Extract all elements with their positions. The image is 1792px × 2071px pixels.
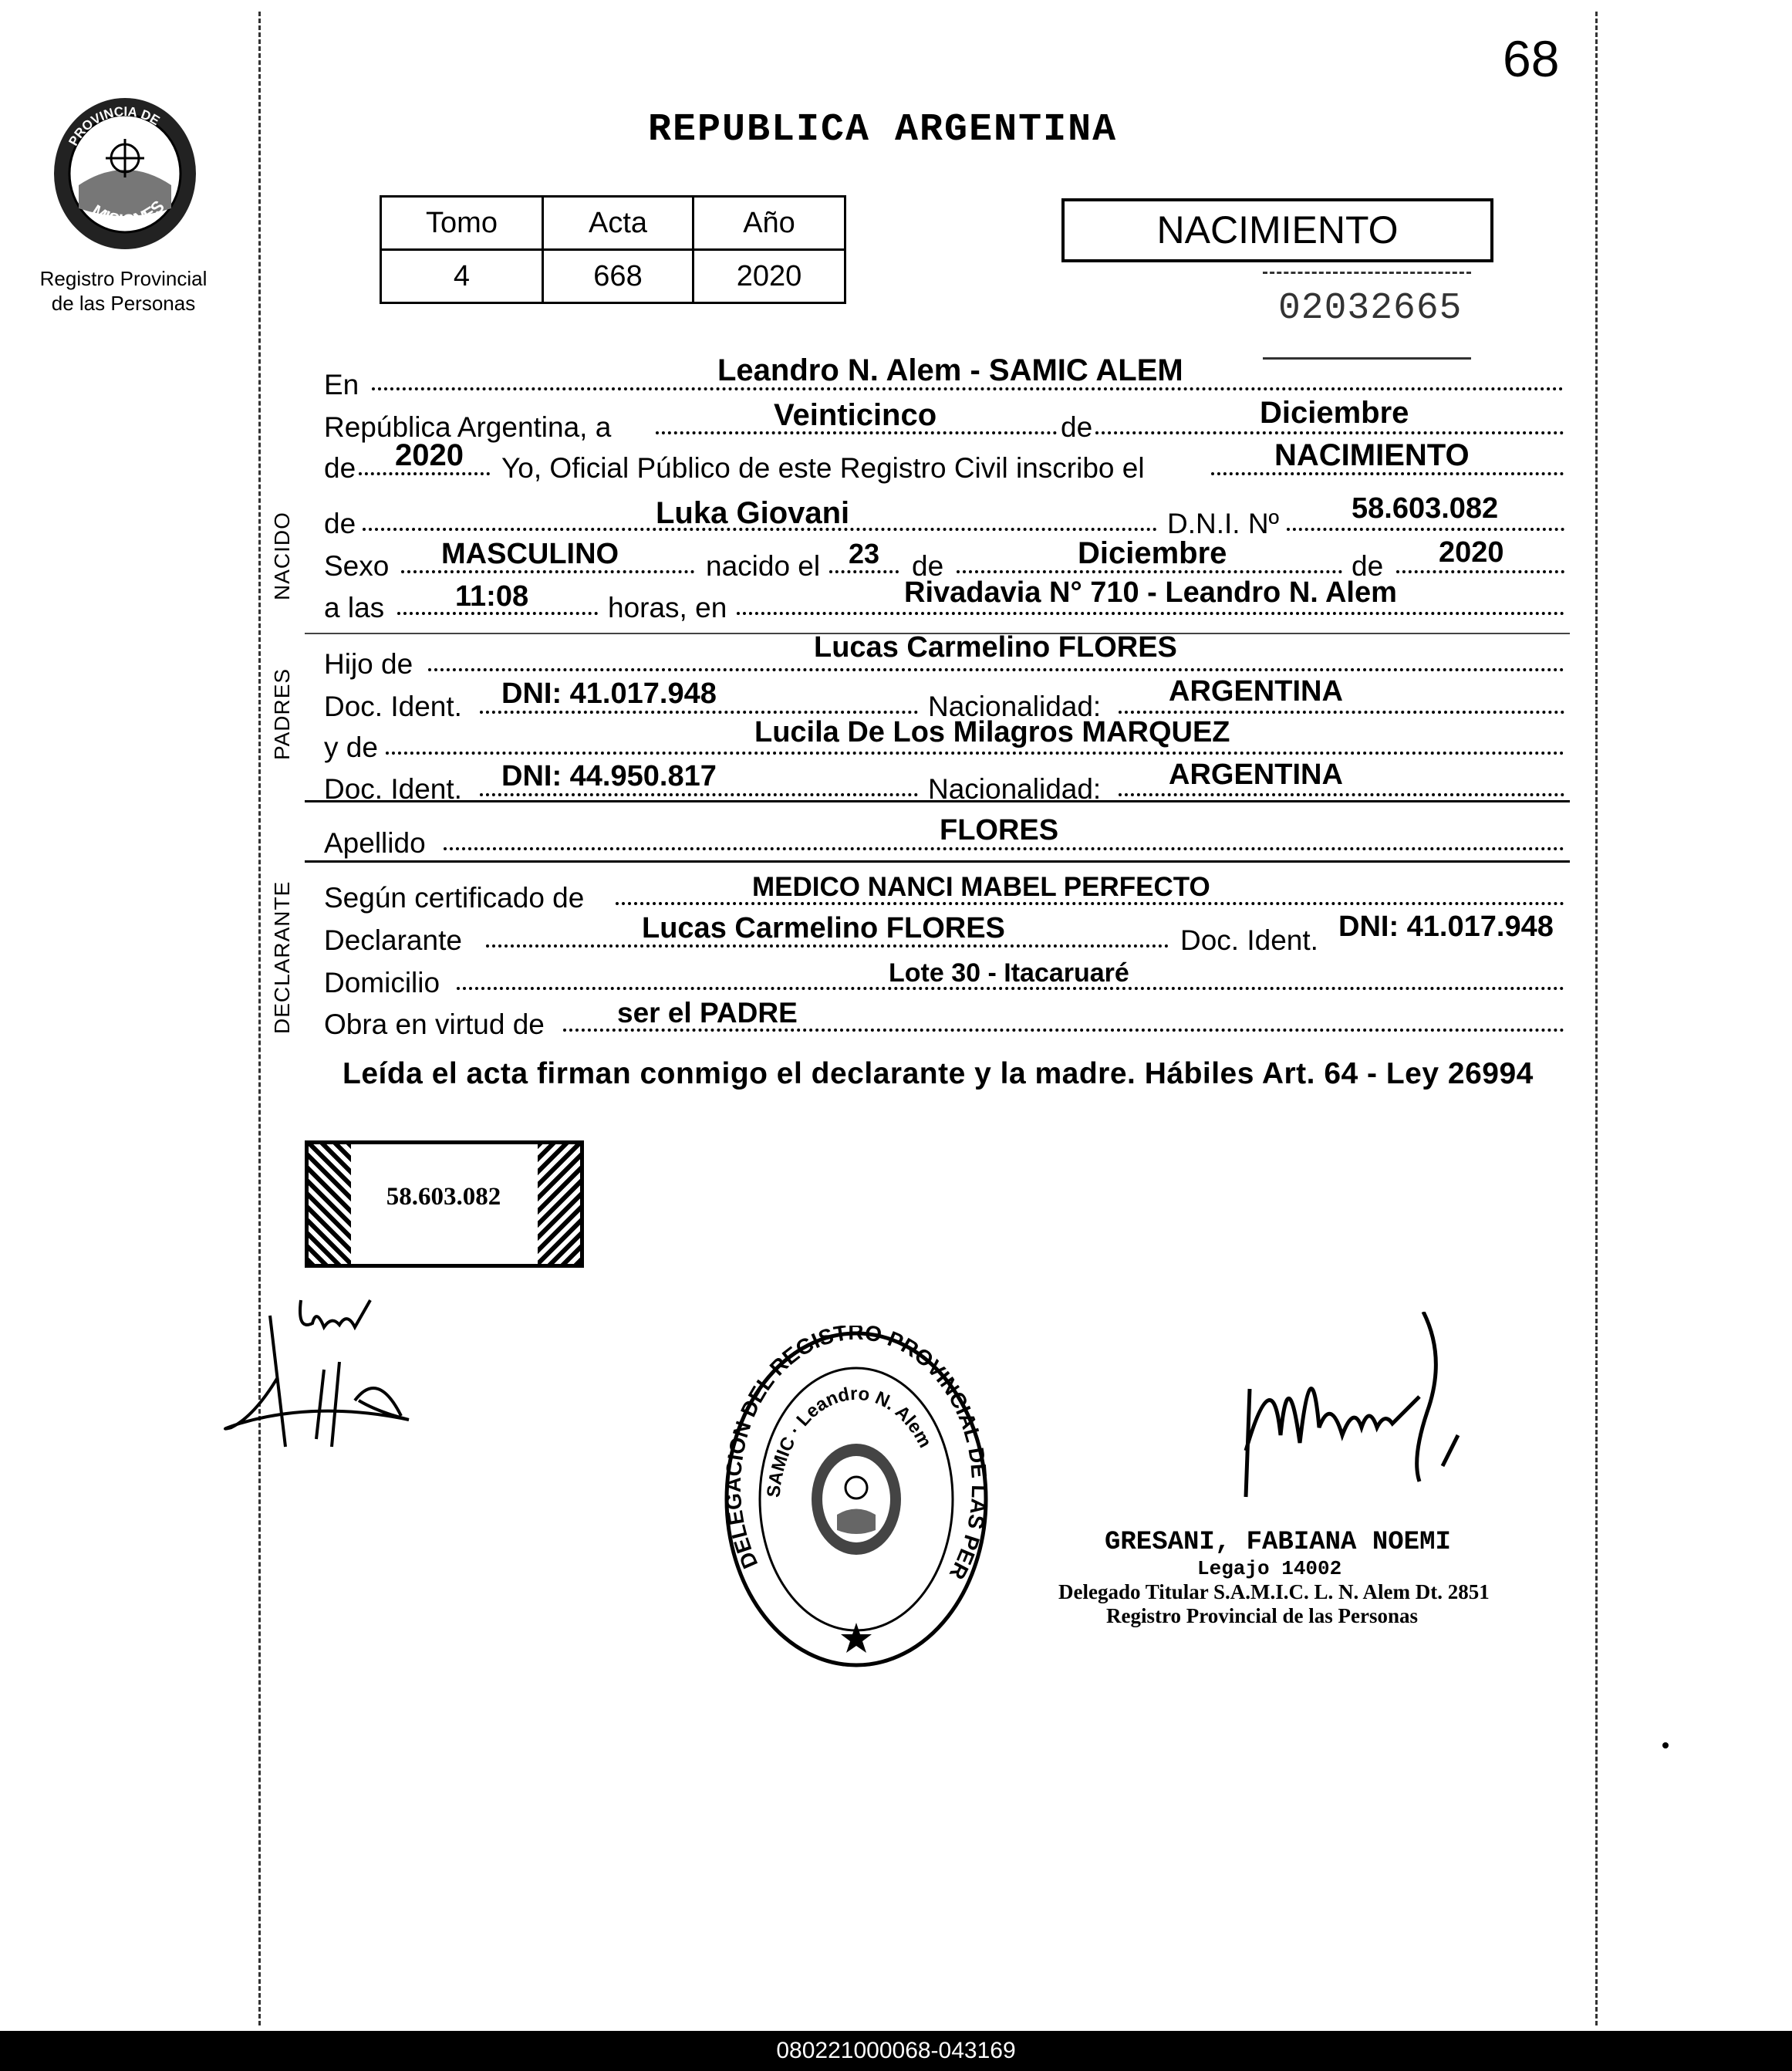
nacionalidad-label: Nacionalidad: bbox=[928, 691, 1102, 722]
place-value: Leandro N. Alem - SAMIC ALEM bbox=[717, 353, 1183, 387]
logo-text-top: PROVINCIA DE bbox=[66, 103, 163, 149]
right-margin-line bbox=[1595, 12, 1598, 2025]
obra-label: Obra en virtud de bbox=[324, 1008, 545, 1040]
dni-stamp-value: 58.603.082 bbox=[386, 1183, 501, 1211]
header-tomo: Tomo bbox=[381, 197, 543, 250]
line-dots bbox=[1287, 528, 1564, 531]
record-table-values bbox=[381, 250, 845, 303]
nacionalidad-label: Nacionalidad: bbox=[928, 773, 1102, 805]
section-declarante-label: DECLARANTE bbox=[270, 880, 294, 1034]
birth-day-value: 23 bbox=[849, 538, 880, 569]
father-nationality-value: ARGENTINA bbox=[1169, 675, 1343, 708]
mother-dni-value: DNI: 44.950.817 bbox=[501, 760, 717, 792]
apellido-label: Apellido bbox=[324, 827, 426, 859]
birth-year-value: 2020 bbox=[1439, 536, 1504, 569]
sexo-label: Sexo bbox=[324, 550, 390, 582]
record-table-header bbox=[381, 197, 845, 250]
dni-label: D.N.I. Nº bbox=[1167, 508, 1280, 539]
certificado-label: Según certificado de bbox=[324, 882, 585, 914]
officer-legajo: Legajo 14002 bbox=[1197, 1557, 1342, 1580]
apellido-value: FLORES bbox=[940, 814, 1059, 846]
dni-stamp bbox=[305, 1140, 584, 1268]
nacido-el-label: nacido el bbox=[706, 550, 821, 582]
officer-title: Delegado Titular S.A.M.I.C. L. N. Alem Dt. 2851 bbox=[1058, 1580, 1490, 1603]
line-dots bbox=[1095, 431, 1564, 434]
line-dots bbox=[480, 793, 918, 796]
official-seal bbox=[721, 1326, 991, 1673]
sexo-value: MASCULINO bbox=[441, 538, 619, 570]
de-label: de bbox=[1061, 411, 1093, 443]
header-anio: Año bbox=[694, 197, 845, 250]
mother-nationality-value: ARGENTINA bbox=[1169, 758, 1343, 791]
month-value: Diciembre bbox=[1260, 396, 1409, 430]
registry-name bbox=[15, 266, 231, 316]
line-dots bbox=[737, 612, 1564, 615]
doc-ident-label: Doc. Ident. bbox=[1180, 924, 1318, 956]
declarante-label: Declarante bbox=[324, 924, 462, 956]
father-dni-value: DNI: 41.017.948 bbox=[501, 677, 717, 710]
serial-stamp-frame bbox=[1263, 272, 1471, 360]
footer-code: 080221000068-043169 bbox=[776, 2038, 1016, 2063]
section-nacido-label: NACIDO bbox=[270, 512, 294, 600]
officer-name: GRESANI, FABIANA NOEMI bbox=[1105, 1528, 1451, 1557]
section-separator bbox=[305, 800, 1570, 802]
time-value: 11:08 bbox=[455, 580, 529, 613]
section-padres-label: PADRES bbox=[270, 667, 294, 760]
record-table bbox=[380, 195, 846, 304]
mother-name-value: Lucila De Los Milagros MARQUEZ bbox=[754, 716, 1230, 748]
stamp-pattern-right bbox=[538, 1144, 580, 1264]
declarant-signature bbox=[224, 1285, 424, 1462]
de-label: de bbox=[1352, 550, 1384, 582]
closing-text: Leída el acta firman conmigo el declarante y la madre. Hábiles Art. 64 - Ley 26994 bbox=[343, 1057, 1534, 1090]
act-word-value: NACIMIENTO bbox=[1274, 438, 1470, 472]
hijo-de-label: Hijo de bbox=[324, 648, 413, 680]
day-word-value: Veinticinco bbox=[774, 398, 937, 432]
logo-text-bottom: MISIONES bbox=[88, 196, 168, 231]
line-dots bbox=[444, 847, 1564, 850]
birth-month-value: Diciembre bbox=[1078, 536, 1227, 570]
seal-outer-text: DELEGACION DEL REGISTRO PROVINCIAL DE LAS PER bbox=[721, 1326, 991, 1584]
value-acta: 668 bbox=[543, 250, 694, 303]
line-dots bbox=[1119, 793, 1564, 796]
declarante-dni-value: DNI: 41.017.948 bbox=[1338, 910, 1554, 943]
a-las-label: a las bbox=[324, 592, 385, 623]
domicilio-label: Domicilio bbox=[324, 967, 440, 998]
line-dots bbox=[1119, 711, 1564, 714]
certificado-value: MEDICO NANCI MABEL PERFECTO bbox=[752, 872, 1210, 902]
line-dots bbox=[829, 570, 899, 573]
page-number: 68 bbox=[1503, 30, 1560, 87]
seal-inner-text: SAMIC · Leandro N. Alem bbox=[763, 1383, 936, 1499]
registry-line-2: de las Personas bbox=[51, 292, 196, 315]
serial-stamp: 02032665 bbox=[1278, 288, 1463, 329]
officer-stamp bbox=[1058, 1528, 1537, 1628]
value-anio: 2020 bbox=[694, 250, 845, 303]
act-type-box: NACIMIENTO bbox=[1061, 198, 1493, 262]
section-separator bbox=[305, 860, 1570, 863]
doc-ident-label: Doc. Ident. bbox=[324, 691, 462, 722]
header-acta: Acta bbox=[543, 197, 694, 250]
officer-registry: Registro Provincial de las Personas bbox=[1106, 1604, 1418, 1627]
child-name-value: Luka Giovani bbox=[656, 496, 850, 530]
footer-bar bbox=[0, 2031, 1792, 2071]
stray-mark bbox=[1662, 1742, 1669, 1748]
year-value: 2020 bbox=[395, 438, 464, 472]
child-dni-value: 58.603.082 bbox=[1352, 492, 1499, 525]
officer-text: Yo, Oficial Público de este Registro Civil inscribo el bbox=[501, 452, 1145, 484]
province-logo bbox=[48, 93, 202, 255]
en-label: En bbox=[324, 369, 359, 400]
domicilio-value: Lote 30 - Itacaruaré bbox=[889, 958, 1129, 988]
father-name-value: Lucas Carmelino FLORES bbox=[814, 631, 1177, 664]
de-label: de bbox=[324, 452, 356, 484]
line-dots bbox=[428, 668, 1564, 671]
officer-signature bbox=[1227, 1312, 1504, 1543]
document-title: REPUBLICA ARGENTINA bbox=[648, 108, 1118, 152]
declarante-name-value: Lucas Carmelino FLORES bbox=[642, 912, 1005, 944]
de-label: de bbox=[324, 508, 356, 539]
obra-value: ser el PADRE bbox=[617, 997, 798, 1029]
line-dots bbox=[1396, 570, 1564, 573]
birth-place-value: Rivadavia N° 710 - Leandro N. Alem bbox=[904, 576, 1397, 609]
republica-label: República Argentina, a bbox=[324, 411, 612, 443]
registry-line-1: Registro Provincial bbox=[39, 267, 208, 290]
stamp-pattern-left bbox=[309, 1144, 351, 1264]
de-label: de bbox=[912, 550, 944, 582]
left-margin-line bbox=[258, 12, 261, 2025]
doc-ident-label: Doc. Ident. bbox=[324, 773, 462, 805]
line-dots bbox=[480, 711, 918, 714]
value-tomo: 4 bbox=[381, 250, 543, 303]
y-de-label: y de bbox=[324, 731, 378, 763]
line-dots bbox=[386, 752, 1564, 755]
horas-label: horas, en bbox=[608, 592, 727, 623]
